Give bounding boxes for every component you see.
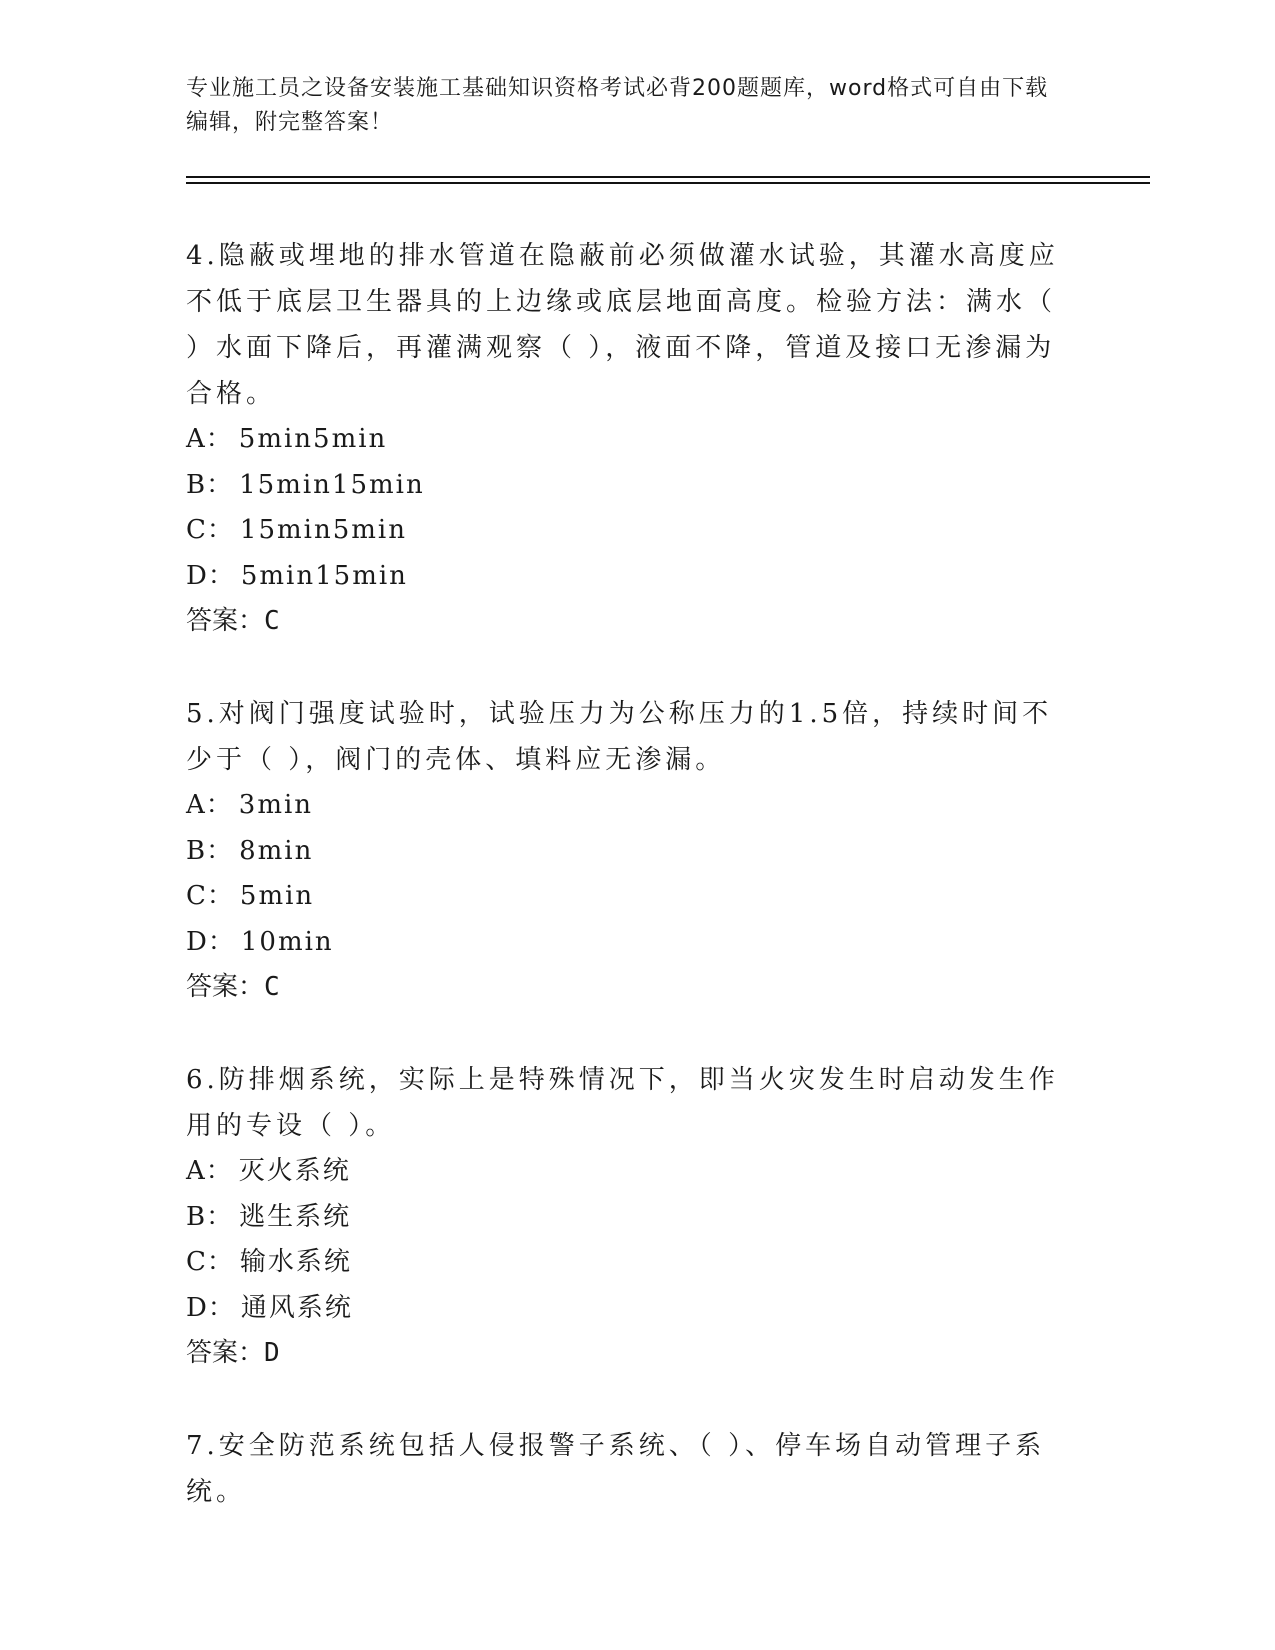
option-label: A： [186, 424, 233, 454]
question-text: 5.对阀门强度试验时，试验压力为公称压力的1.5倍，持续时间不少于（ ），阀门的壳体、填料应无渗漏。 [186, 699, 1053, 775]
answer-label: 答案： [186, 972, 265, 1002]
question-text: 4.隐蔽或埋地的排水管道在隐蔽前必须做灌水试验，其灌水高度应不低于底层卫生器具的上边缘或底层地面高度。检验方法：满水（ ）水面下降后，再灌满观察（ ），液面不降，管道及接口无渗漏为合格。 [186, 241, 1059, 409]
option-label: C： [186, 1247, 234, 1277]
option-text: 15min5min [239, 515, 407, 545]
option-label: C： [186, 881, 234, 911]
answer-line [186, 1331, 1066, 1376]
option-text: 8min [239, 835, 314, 866]
option-item [186, 783, 1066, 829]
header-divider-top [186, 176, 1150, 178]
question-item [186, 233, 1066, 644]
option-text: 5min15min [240, 560, 408, 591]
option-label: B： [186, 469, 234, 500]
question-text: 6.防排烟系统，实际上是特殊情况下，即当火灾发生时启动发生作用的专设（ ）。 [186, 1065, 1059, 1141]
option-list [186, 783, 1066, 965]
option-text: 逃生系统 [239, 1201, 352, 1232]
option-item [186, 874, 1066, 920]
option-label: B： [186, 835, 234, 866]
option-item [186, 508, 1066, 554]
option-text: 通风系统 [240, 1292, 353, 1323]
option-list [186, 417, 1066, 599]
question-text: 7.安全防范系统包括人侵报警子系统、（ ）、停车场自动管理子系统。 [186, 1431, 1046, 1507]
option-list [186, 1149, 1066, 1331]
option-text: 5min [239, 881, 315, 911]
option-label: B： [186, 1201, 234, 1232]
answer-label: 答案： [186, 1338, 265, 1368]
option-text: 10min [240, 926, 334, 957]
question-item [186, 691, 1066, 1010]
option-text: 3min [238, 790, 314, 820]
document-header: 专业施工员之设备安装施工基础知识资格考试必背200题题库，word格式可自由下载编辑，附完整答案！ [186, 76, 1049, 135]
answer-line [186, 965, 1066, 1010]
answer-value: C [264, 972, 280, 1002]
answer-line [186, 599, 1066, 644]
option-text: 15min15min [239, 469, 425, 500]
option-item [186, 920, 1066, 966]
answer-value: C [264, 606, 280, 636]
option-label: D： [186, 560, 235, 591]
answer-label: 答案： [186, 606, 265, 636]
header-divider-bottom [186, 182, 1150, 184]
option-label: C： [186, 515, 234, 545]
option-item [186, 829, 1066, 875]
question-item [186, 1423, 1066, 1515]
question-list [186, 233, 1066, 1562]
option-text: 灭火系统 [238, 1156, 351, 1186]
option-label: D： [186, 1292, 235, 1323]
option-text: 5min5min [238, 424, 388, 454]
option-item [186, 554, 1066, 600]
option-label: A： [186, 790, 233, 820]
option-item [186, 1286, 1066, 1332]
option-label: D： [186, 926, 235, 957]
option-item [186, 417, 1066, 463]
option-item [186, 1149, 1066, 1195]
option-item [186, 463, 1066, 509]
option-label: A： [186, 1156, 233, 1186]
option-item [186, 1240, 1066, 1286]
option-text: 输水系统 [239, 1247, 352, 1277]
question-item [186, 1057, 1066, 1376]
option-item [186, 1195, 1066, 1241]
answer-value: D [264, 1338, 280, 1368]
